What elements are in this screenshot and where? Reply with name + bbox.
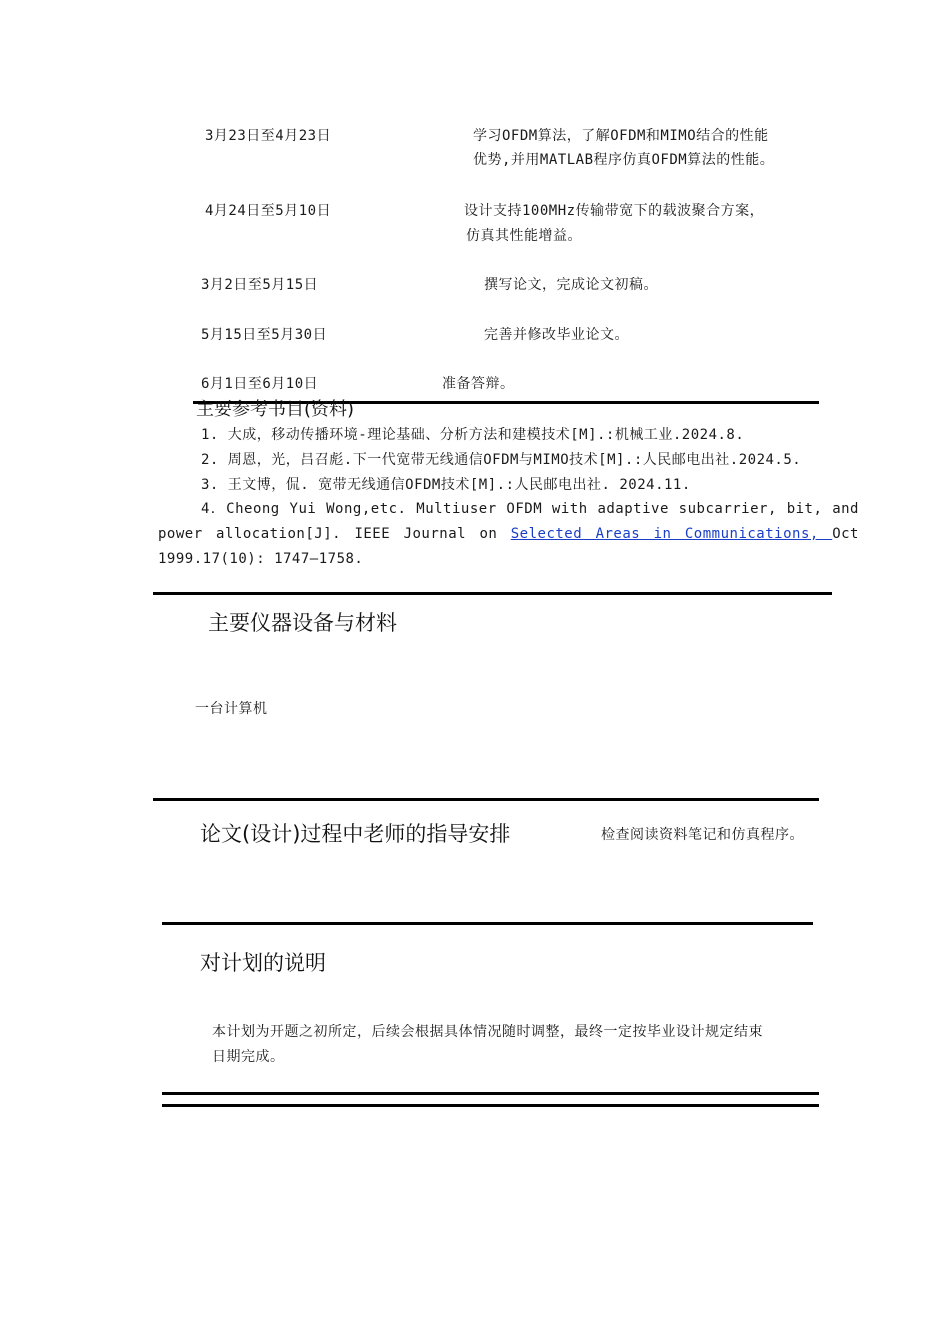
section-divider bbox=[162, 1092, 819, 1095]
schedule-date-4: 5月15日至5月30日 bbox=[201, 327, 328, 343]
schedule-date-1: 3月23日至4月23日 bbox=[205, 128, 332, 144]
equipment-content: 一台计算机 bbox=[195, 701, 268, 717]
reference-item-4-date: Oct bbox=[832, 526, 859, 542]
reference-item-2: 2. 周恩，光，吕召彪.下一代宽带无线通信OFDM与MIMO技术[M].:人民邮电出社.2024.5. bbox=[201, 452, 802, 468]
section-divider bbox=[162, 1104, 819, 1107]
reference-item-4 bbox=[158, 497, 859, 572]
reference-item-4-line-2 bbox=[158, 522, 859, 547]
schedule-date-3: 3月2日至5月15日 bbox=[201, 277, 319, 293]
guidance-content: 检查阅读资料笔记和仿真程序。 bbox=[601, 827, 804, 843]
schedule-task-3: 撰写论文，完成论文初稿。 bbox=[484, 277, 658, 293]
guidance-heading: 论文(设计)过程中老师的指导安排 bbox=[200, 822, 511, 846]
schedule-task-4: 完善并修改毕业论文。 bbox=[484, 327, 629, 343]
schedule-task-5: 准备答辩。 bbox=[442, 376, 515, 392]
schedule-task-1-line-2: 优势,并用MATLAB程序仿真OFDM算法的性能。 bbox=[473, 152, 775, 168]
schedule-date-5: 6月1日至6月10日 bbox=[201, 376, 319, 392]
plan-note-heading: 对计划的说明 bbox=[200, 951, 326, 975]
journal-link[interactable]: Selected Areas in Communications, bbox=[510, 526, 833, 542]
reference-item-3: 3. 王文博，侃. 宽带无线通信OFDM技术[M].:人民邮电出社. 2024.11. bbox=[201, 477, 691, 493]
references-heading: 主要参考书目(资料) bbox=[196, 399, 355, 420]
reference-item-4-text: power allocation[J]. IEEE Journal on bbox=[158, 526, 511, 542]
reference-item-4-line-1: 4．Cheong Yui Wong,etc. Multiuser OFDM with adaptive subcarrier, bit, and bbox=[201, 501, 859, 517]
plan-note-line-2: 日期完成。 bbox=[212, 1049, 285, 1065]
section-divider bbox=[153, 592, 832, 595]
schedule-date-2: 4月24日至5月10日 bbox=[205, 203, 332, 219]
schedule-task-1-line-1: 学习OFDM算法，了解OFDM和MIMO结合的性能 bbox=[473, 128, 769, 144]
plan-note-line-1: 本计划为开题之初所定，后续会根据具体情况随时调整，最终一定按毕业设计规定结束 bbox=[212, 1024, 763, 1040]
reference-item-4-line-3: 1999.17(10): 1747–1758. bbox=[158, 551, 364, 567]
reference-item-1: 1. 大成，移动传播环境-理论基础、分析方法和建模技术[M].:机械工业.2024.8. bbox=[201, 427, 745, 443]
section-divider bbox=[162, 922, 813, 925]
equipment-heading: 主要仪器设备与材料 bbox=[208, 611, 397, 635]
section-divider bbox=[153, 798, 819, 801]
schedule-task-2-line-2: 仿真其性能增益。 bbox=[466, 228, 582, 244]
schedule-task-2-line-1: 设计支持100MHz传输带宽下的载波聚合方案， bbox=[464, 203, 765, 219]
